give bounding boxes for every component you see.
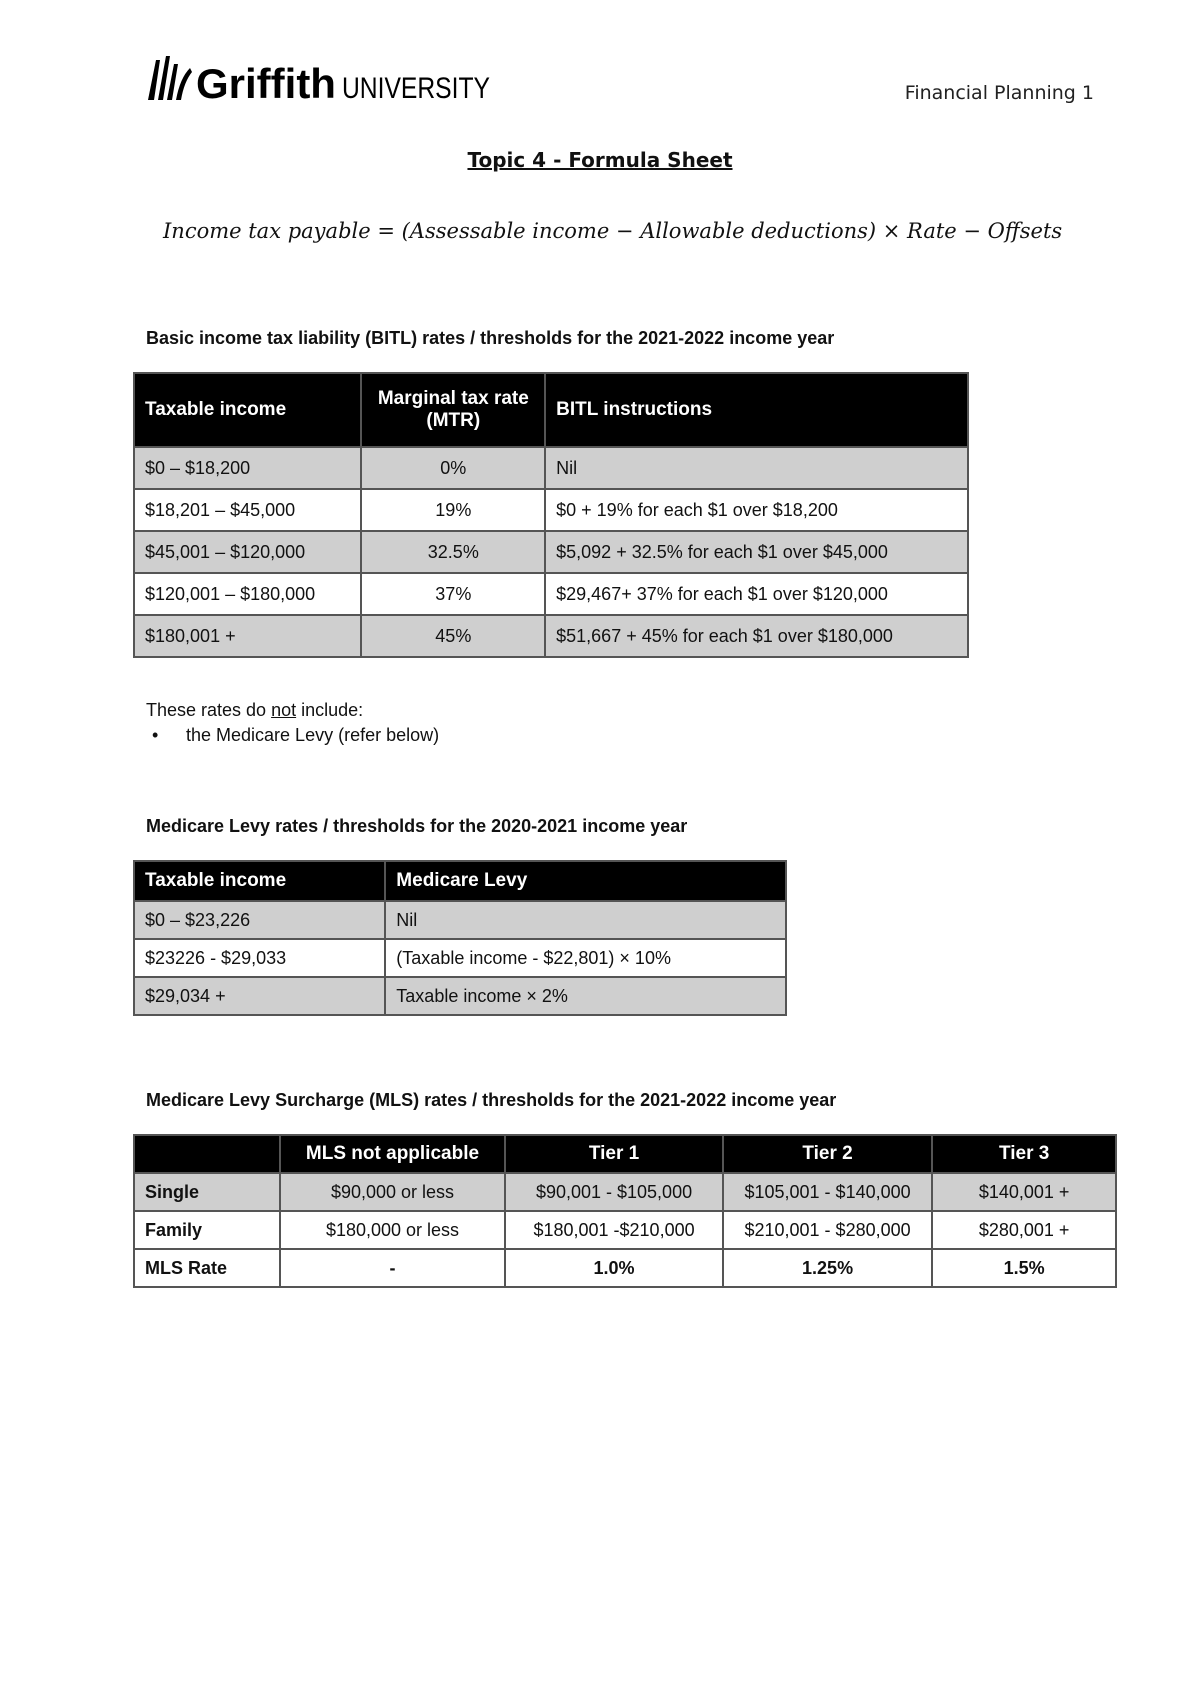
- column-header-mls-not-applicable: MLS not applicable: [280, 1135, 506, 1173]
- medicare-heading: Medicare Levy rates / thresholds for the 2020-2021 income year: [146, 816, 688, 836]
- mls-heading: Medicare Levy Surcharge (MLS) rates / thresholds for the 2021-2022 income year: [146, 1090, 837, 1110]
- column-header-taxable-income: Taxable income: [134, 861, 385, 901]
- griffith-university-logo: [146, 54, 492, 112]
- medicare-levy-table: [133, 860, 787, 1016]
- column-header-bitl-instructions: BITL instructions: [545, 373, 968, 447]
- column-header-taxable-income: Taxable income: [134, 373, 361, 447]
- cell-tier-3: $280,001 +: [932, 1211, 1116, 1249]
- mls-table: [133, 1134, 1117, 1288]
- logo-wordmark-griffith: Griffith: [196, 60, 336, 107]
- table-row: [134, 1211, 1116, 1249]
- column-header-mtr: Marginal tax rate (MTR): [361, 373, 545, 447]
- table-row: [134, 573, 968, 615]
- table-header-row: [134, 373, 968, 447]
- table-row: [134, 615, 968, 657]
- cell-tier-3: $140,001 +: [932, 1173, 1116, 1211]
- cell-taxable-income: $45,001 – $120,000: [134, 531, 361, 573]
- row-label-family: Family: [134, 1211, 280, 1249]
- cell-medicare-levy: Taxable income × 2%: [385, 977, 786, 1015]
- column-header-medicare-levy: Medicare Levy: [385, 861, 786, 901]
- cell-tier-1: $180,001 -$210,000: [505, 1211, 723, 1249]
- cell-instructions: $29,467+ 37% for each $1 over $120,000: [545, 573, 968, 615]
- logo-wordmark-university: UNIVERSITY: [342, 72, 490, 105]
- table-header-row: [134, 861, 786, 901]
- cell-tier-2: 1.25%: [723, 1249, 933, 1287]
- cell-mls-not-applicable: $180,000 or less: [280, 1211, 506, 1249]
- row-label-mls-rate: MLS Rate: [134, 1249, 280, 1287]
- table-row: [134, 901, 786, 939]
- cell-taxable-income: $0 – $18,200: [134, 447, 361, 489]
- cell-taxable-income: $18,201 – $45,000: [134, 489, 361, 531]
- cell-mtr: 37%: [361, 573, 545, 615]
- cell-instructions: $51,667 + 45% for each $1 over $180,000: [545, 615, 968, 657]
- cell-mtr: 32.5%: [361, 531, 545, 573]
- cell-taxable-income: $180,001 +: [134, 615, 361, 657]
- cell-taxable-income: $23226 - $29,033: [134, 939, 385, 977]
- note-text: include:: [296, 700, 364, 720]
- page-title: Topic 4 - Formula Sheet: [467, 148, 733, 172]
- bitl-heading: Basic income tax liability (BITL) rates / thresholds for the 2021-2022 income year: [146, 328, 835, 348]
- note-text: These rates do: [146, 700, 272, 720]
- income-tax-formula: Income tax payable = (Assessable income − Allowable deductions) × Rate − Offsets: [163, 219, 1063, 243]
- cell-mls-not-applicable: $90,000 or less: [280, 1173, 506, 1211]
- cell-tier-2: $210,001 - $280,000: [723, 1211, 933, 1249]
- table-row: [134, 977, 786, 1015]
- cell-mtr: 0%: [361, 447, 545, 489]
- table-row: [134, 1249, 1116, 1287]
- cell-tier-3: 1.5%: [932, 1249, 1116, 1287]
- column-header-tier-3: Tier 3: [932, 1135, 1116, 1173]
- column-header-tier-2: Tier 2: [723, 1135, 933, 1173]
- cell-tier-2: $105,001 - $140,000: [723, 1173, 933, 1211]
- table-row: [134, 1173, 1116, 1211]
- rates-note: [146, 700, 439, 746]
- column-header-tier-1: Tier 1: [505, 1135, 723, 1173]
- column-header-blank: [134, 1135, 280, 1173]
- cell-taxable-income: $120,001 – $180,000: [134, 573, 361, 615]
- note-emphasis: not: [271, 700, 297, 720]
- list-item: • the Medicare Levy (refer below): [146, 725, 439, 746]
- table-header-row: [134, 1135, 1116, 1173]
- table-row: [134, 531, 968, 573]
- cell-mtr: 45%: [361, 615, 545, 657]
- cell-tier-1: $90,001 - $105,000: [505, 1173, 723, 1211]
- cell-instructions: $5,092 + 32.5% for each $1 over $45,000: [545, 531, 968, 573]
- cell-medicare-levy: Nil: [385, 901, 786, 939]
- note-intro: [146, 700, 439, 721]
- cell-tier-1: 1.0%: [505, 1249, 723, 1287]
- table-row: [134, 447, 968, 489]
- bitl-table: [133, 372, 969, 658]
- griffith-logo-icon: [146, 54, 492, 112]
- cell-taxable-income: $29,034 +: [134, 977, 385, 1015]
- cell-medicare-levy: (Taxable income - $22,801) × 10%: [385, 939, 786, 977]
- table-row: [134, 939, 786, 977]
- cell-taxable-income: $0 – $23,226: [134, 901, 385, 939]
- course-name: Financial Planning 1: [904, 82, 1094, 104]
- cell-mtr: 19%: [361, 489, 545, 531]
- row-label-single: Single: [134, 1173, 280, 1211]
- table-row: [134, 489, 968, 531]
- cell-instructions: Nil: [545, 447, 968, 489]
- cell-mls-not-applicable: -: [280, 1249, 506, 1287]
- cell-instructions: $0 + 19% for each $1 over $18,200: [545, 489, 968, 531]
